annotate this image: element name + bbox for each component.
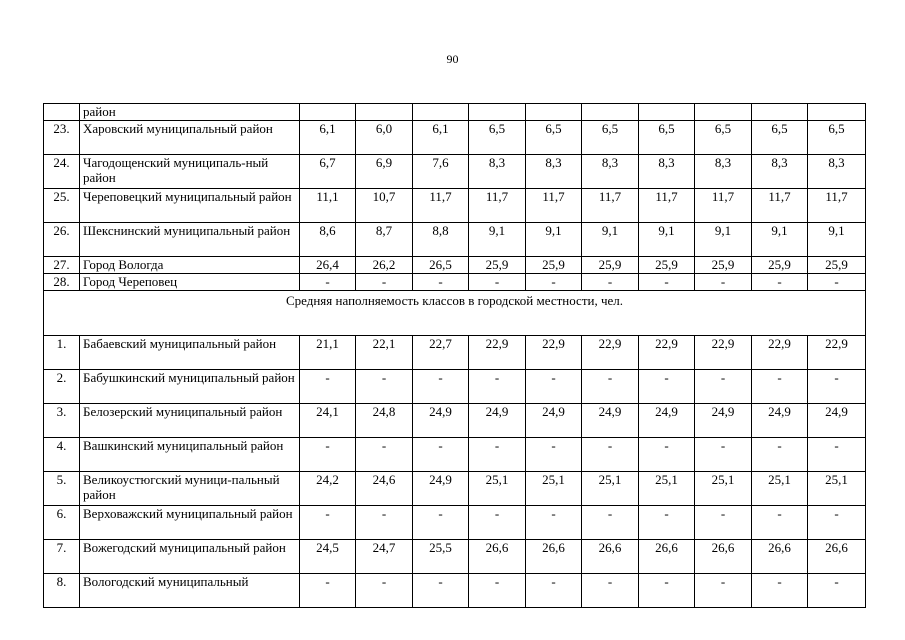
value-cell: [582, 104, 639, 121]
value-cell: 6,5: [526, 121, 582, 155]
district-name: Город Вологда: [80, 257, 300, 274]
row-number: 1.: [44, 336, 80, 370]
value-cell: 22,9: [695, 336, 752, 370]
value-cell: 11,7: [752, 189, 808, 223]
table-row: [44, 257, 866, 274]
row-number: 23.: [44, 121, 80, 155]
value-cell: -: [639, 506, 695, 540]
table-row: [44, 540, 866, 574]
value-cell: -: [413, 438, 469, 472]
value-cell: -: [752, 438, 808, 472]
value-cell: 6,5: [752, 121, 808, 155]
value-cell: 8,3: [695, 155, 752, 189]
district-name: Бабаевский муниципальный район: [80, 336, 300, 370]
value-cell: 22,1: [356, 336, 413, 370]
district-name: Бабушкинский муниципальный район: [80, 370, 300, 404]
row-number: 3.: [44, 404, 80, 438]
row-number: [44, 104, 80, 121]
value-cell: 25,1: [752, 472, 808, 506]
value-cell: 25,9: [582, 257, 639, 274]
value-cell: 9,1: [582, 223, 639, 257]
value-cell: 24,8: [356, 404, 413, 438]
district-name: Череповецкий муниципальный район: [80, 189, 300, 223]
value-cell: -: [300, 274, 356, 291]
value-cell: -: [356, 274, 413, 291]
table-row: [44, 574, 866, 608]
value-cell: 26,2: [356, 257, 413, 274]
value-cell: -: [695, 506, 752, 540]
value-cell: 11,7: [695, 189, 752, 223]
value-cell: 25,9: [808, 257, 866, 274]
value-cell: 6,1: [300, 121, 356, 155]
value-cell: -: [752, 370, 808, 404]
table-row: [44, 121, 866, 155]
page-number: 90: [446, 52, 459, 66]
value-cell: 8,3: [752, 155, 808, 189]
value-cell: 8,3: [639, 155, 695, 189]
value-cell: 25,9: [469, 257, 526, 274]
district-name: Шекснинский муниципальный район: [80, 223, 300, 257]
value-cell: 8,7: [356, 223, 413, 257]
value-cell: -: [695, 438, 752, 472]
value-cell: -: [300, 574, 356, 608]
value-cell: -: [413, 370, 469, 404]
value-cell: [413, 104, 469, 121]
district-name: Харовский муниципальный район: [80, 121, 300, 155]
value-cell: 24,9: [639, 404, 695, 438]
value-cell: 25,1: [582, 472, 639, 506]
district-name: Вожегодский муниципальный район: [80, 540, 300, 574]
row-number: 24.: [44, 155, 80, 189]
value-cell: -: [356, 574, 413, 608]
district-name: район: [80, 104, 300, 121]
value-cell: [808, 104, 866, 121]
value-cell: 25,1: [695, 472, 752, 506]
value-cell: 25,1: [639, 472, 695, 506]
value-cell: 25,1: [469, 472, 526, 506]
value-cell: -: [526, 506, 582, 540]
row-number: 2.: [44, 370, 80, 404]
value-cell: -: [582, 506, 639, 540]
value-cell: [639, 104, 695, 121]
value-cell: 7,6: [413, 155, 469, 189]
table-row: [44, 189, 866, 223]
value-cell: 8,3: [526, 155, 582, 189]
table-row: [44, 336, 866, 370]
table-row: [44, 404, 866, 438]
value-cell: 6,5: [639, 121, 695, 155]
value-cell: 9,1: [752, 223, 808, 257]
value-cell: 22,9: [582, 336, 639, 370]
value-cell: 9,1: [808, 223, 866, 257]
value-cell: 26,4: [300, 257, 356, 274]
value-cell: -: [526, 574, 582, 608]
value-cell: -: [526, 438, 582, 472]
value-cell: 26,6: [526, 540, 582, 574]
row-number: 27.: [44, 257, 80, 274]
value-cell: 6,0: [356, 121, 413, 155]
value-cell: -: [469, 506, 526, 540]
value-cell: 11,7: [413, 189, 469, 223]
value-cell: 6,9: [356, 155, 413, 189]
value-cell: -: [356, 438, 413, 472]
value-cell: 21,1: [300, 336, 356, 370]
value-cell: 22,9: [639, 336, 695, 370]
value-cell: 25,9: [526, 257, 582, 274]
value-cell: [526, 104, 582, 121]
table-body-rural: [44, 104, 866, 291]
district-name: Верховажский муниципальный район: [80, 506, 300, 540]
value-cell: 24,9: [582, 404, 639, 438]
value-cell: 22,9: [526, 336, 582, 370]
value-cell: 24,1: [300, 404, 356, 438]
district-name: Вологодский муниципальный: [80, 574, 300, 608]
value-cell: 24,9: [695, 404, 752, 438]
value-cell: [300, 104, 356, 121]
row-number: 6.: [44, 506, 80, 540]
value-cell: -: [469, 370, 526, 404]
value-cell: 25,9: [639, 257, 695, 274]
value-cell: 11,1: [300, 189, 356, 223]
value-cell: 6,7: [300, 155, 356, 189]
value-cell: -: [526, 370, 582, 404]
table-row: [44, 155, 866, 189]
value-cell: -: [526, 274, 582, 291]
value-cell: 11,7: [469, 189, 526, 223]
value-cell: 22,9: [752, 336, 808, 370]
value-cell: 25,9: [752, 257, 808, 274]
value-cell: 22,9: [808, 336, 866, 370]
value-cell: 24,9: [413, 472, 469, 506]
value-cell: -: [469, 274, 526, 291]
value-cell: [356, 104, 413, 121]
value-cell: 9,1: [469, 223, 526, 257]
value-cell: -: [582, 574, 639, 608]
value-cell: -: [808, 506, 866, 540]
row-number: 4.: [44, 438, 80, 472]
value-cell: 6,5: [582, 121, 639, 155]
value-cell: 24,5: [300, 540, 356, 574]
value-cell: 26,6: [639, 540, 695, 574]
value-cell: 11,7: [639, 189, 695, 223]
value-cell: -: [582, 274, 639, 291]
section-heading-row: [44, 291, 866, 336]
table-row: [44, 370, 866, 404]
value-cell: 24,9: [526, 404, 582, 438]
value-cell: -: [752, 274, 808, 291]
row-number: 28.: [44, 274, 80, 291]
value-cell: -: [639, 370, 695, 404]
table-row: [44, 274, 866, 291]
district-name: Белозерский муниципальный район: [80, 404, 300, 438]
table-body-urban: [44, 336, 866, 608]
value-cell: -: [413, 506, 469, 540]
table-row: [44, 223, 866, 257]
value-cell: -: [808, 370, 866, 404]
value-cell: 10,7: [356, 189, 413, 223]
value-cell: 22,7: [413, 336, 469, 370]
value-cell: [695, 104, 752, 121]
row-number: 5.: [44, 472, 80, 506]
value-cell: 26,6: [582, 540, 639, 574]
value-cell: -: [469, 574, 526, 608]
row-number: 8.: [44, 574, 80, 608]
value-cell: 26,5: [413, 257, 469, 274]
table-row: [44, 104, 866, 121]
table-row: [44, 506, 866, 540]
value-cell: 24,9: [469, 404, 526, 438]
value-cell: -: [639, 274, 695, 291]
value-cell: -: [695, 274, 752, 291]
table-section: [44, 291, 866, 336]
value-cell: 8,3: [582, 155, 639, 189]
table-row: [44, 472, 866, 506]
district-name: Город Череповец: [80, 274, 300, 291]
district-name: Чагодощенский муниципаль-ный район: [80, 155, 300, 189]
value-cell: -: [808, 574, 866, 608]
value-cell: 26,6: [469, 540, 526, 574]
value-cell: 11,7: [808, 189, 866, 223]
value-cell: -: [300, 438, 356, 472]
value-cell: 8,3: [469, 155, 526, 189]
value-cell: -: [695, 370, 752, 404]
value-cell: -: [695, 574, 752, 608]
value-cell: 6,5: [469, 121, 526, 155]
value-cell: 25,1: [526, 472, 582, 506]
value-cell: 26,6: [752, 540, 808, 574]
value-cell: 24,9: [752, 404, 808, 438]
value-cell: -: [300, 370, 356, 404]
value-cell: 24,2: [300, 472, 356, 506]
value-cell: -: [639, 574, 695, 608]
value-cell: -: [356, 370, 413, 404]
value-cell: -: [639, 438, 695, 472]
value-cell: -: [752, 506, 808, 540]
value-cell: -: [300, 506, 356, 540]
value-cell: 8,3: [808, 155, 866, 189]
value-cell: 6,5: [695, 121, 752, 155]
value-cell: 26,6: [695, 540, 752, 574]
value-cell: -: [752, 574, 808, 608]
value-cell: -: [469, 438, 526, 472]
section-heading: Средняя наполняемость классов в городской местности, чел.: [44, 291, 866, 336]
value-cell: 6,5: [808, 121, 866, 155]
value-cell: -: [808, 438, 866, 472]
value-cell: 24,9: [808, 404, 866, 438]
value-cell: 8,6: [300, 223, 356, 257]
value-cell: -: [356, 506, 413, 540]
value-cell: 24,7: [356, 540, 413, 574]
value-cell: 9,1: [639, 223, 695, 257]
value-cell: [469, 104, 526, 121]
value-cell: [752, 104, 808, 121]
value-cell: -: [582, 370, 639, 404]
value-cell: -: [808, 274, 866, 291]
value-cell: 24,6: [356, 472, 413, 506]
value-cell: 11,7: [526, 189, 582, 223]
value-cell: -: [413, 574, 469, 608]
district-name: Великоустюгский муници-пальный район: [80, 472, 300, 506]
value-cell: 25,5: [413, 540, 469, 574]
value-cell: -: [413, 274, 469, 291]
row-number: 7.: [44, 540, 80, 574]
value-cell: 24,9: [413, 404, 469, 438]
value-cell: 8,8: [413, 223, 469, 257]
row-number: 26.: [44, 223, 80, 257]
district-name: Вашкинский муниципальный район: [80, 438, 300, 472]
value-cell: 9,1: [526, 223, 582, 257]
value-cell: 25,1: [808, 472, 866, 506]
value-cell: 22,9: [469, 336, 526, 370]
value-cell: 6,1: [413, 121, 469, 155]
value-cell: 26,6: [808, 540, 866, 574]
table-row: [44, 438, 866, 472]
row-number: 25.: [44, 189, 80, 223]
data-table: [43, 103, 866, 608]
value-cell: 9,1: [695, 223, 752, 257]
value-cell: 25,9: [695, 257, 752, 274]
value-cell: -: [582, 438, 639, 472]
value-cell: 11,7: [582, 189, 639, 223]
